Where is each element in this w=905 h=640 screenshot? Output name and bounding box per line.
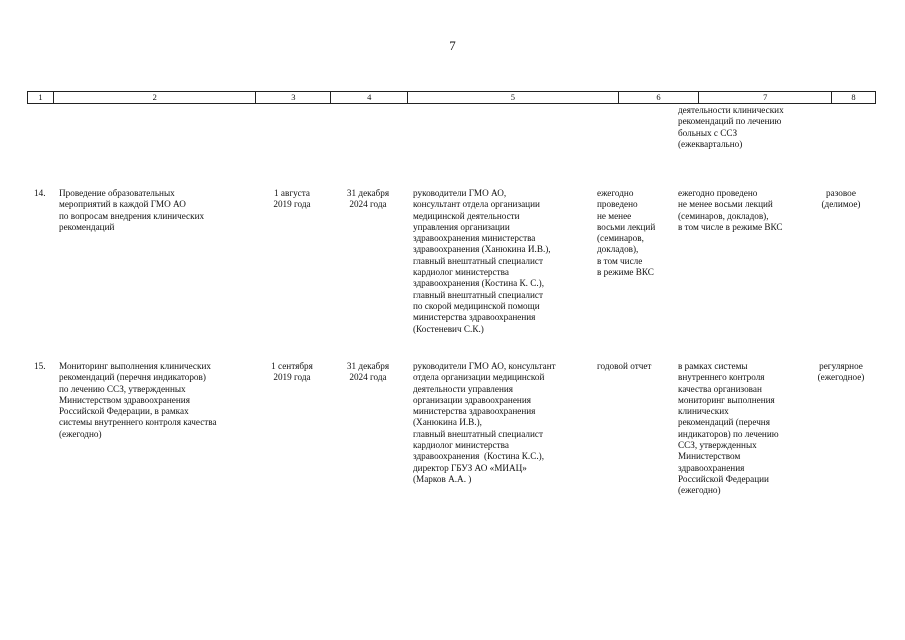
expected-result: в рамках системы внутреннего контроля качества организован мониторинг выполнения клинических рекомендаций (перечня индикаторов) по лечению ССЗ, утвержденных Министерством здравоохранения Российской Федерации (ежегодно)	[678, 361, 779, 496]
responsible-persons: руководители ГМО АО, консультант отдела организации медицинской деятельности управления организации здравоохранения министерства здравоохранения (Ханюкина И.В.), главный внештатный специалист кардиолог министерства здравоохранения (Костина К.С.), директор ГБУЗ АО «МИАЦ» (Марков А.А. )	[413, 361, 556, 484]
header-cell-3: 3	[256, 92, 331, 103]
header-cell-6: 6	[619, 92, 700, 103]
start-date: 1 сентября 2019 года	[271, 361, 313, 383]
header-cell-2: 2	[54, 92, 257, 103]
continuation-result-text: деятельности клинических рекомендаций по лечению больных с ССЗ (ежеквартально)	[678, 105, 784, 149]
row-number: 14.	[34, 188, 46, 198]
header-cell-5: 5	[408, 92, 619, 103]
activity-type: разовое (делимое)	[821, 188, 861, 210]
activity-title: Мониторинг выполнения клинических рекомендаций (перечня индикаторов) по лечению ССЗ, утвержденных Министерством здравоохранения Российской Федерации, в рамках системы внутреннего контроля качества (ежегодно)	[59, 361, 217, 439]
end-date: 31 декабря 2024 года	[346, 188, 390, 210]
row-number: 15.	[34, 361, 46, 371]
table-header-row	[27, 91, 876, 104]
header-cell-1: 1	[28, 92, 54, 103]
header-cell-8: 8	[851, 92, 856, 102]
header-cell-4: 4	[331, 92, 408, 103]
indicator-value: годовой отчет	[597, 361, 652, 371]
end-date: 31 декабря 2024 года	[346, 361, 390, 383]
page-number: 7	[449, 38, 456, 53]
responsible-persons: руководители ГМО АО, консультант отдела организации медицинской деятельности управления организации здравоохранения министерства здравоохранения (Ханюкина И.В.), главный внештатный специалист кардиолог министерства здравоохранения (Костина К. С.), главный внештатный специалист по скорой медицинской помощи министерства здравоохранения (Костеневич С.К.)	[413, 188, 551, 334]
indicator-value: ежегодно проведено не менее восьми лекций (семинаров, докладов), в том числе в режиме ВКС	[597, 188, 656, 278]
header-cell-7: 7	[699, 92, 832, 103]
activity-title: Проведение образовательных мероприятий в каждой ГМО АО по вопросам внедрения клинических рекомендаций	[59, 188, 205, 232]
activity-type: регулярное (ежегодное)	[817, 361, 865, 383]
start-date: 1 августа 2019 года	[273, 188, 311, 210]
expected-result: ежегодно проведено не менее восьми лекций (семинаров, докладов), в том числе в режиме ВКС	[678, 188, 783, 232]
